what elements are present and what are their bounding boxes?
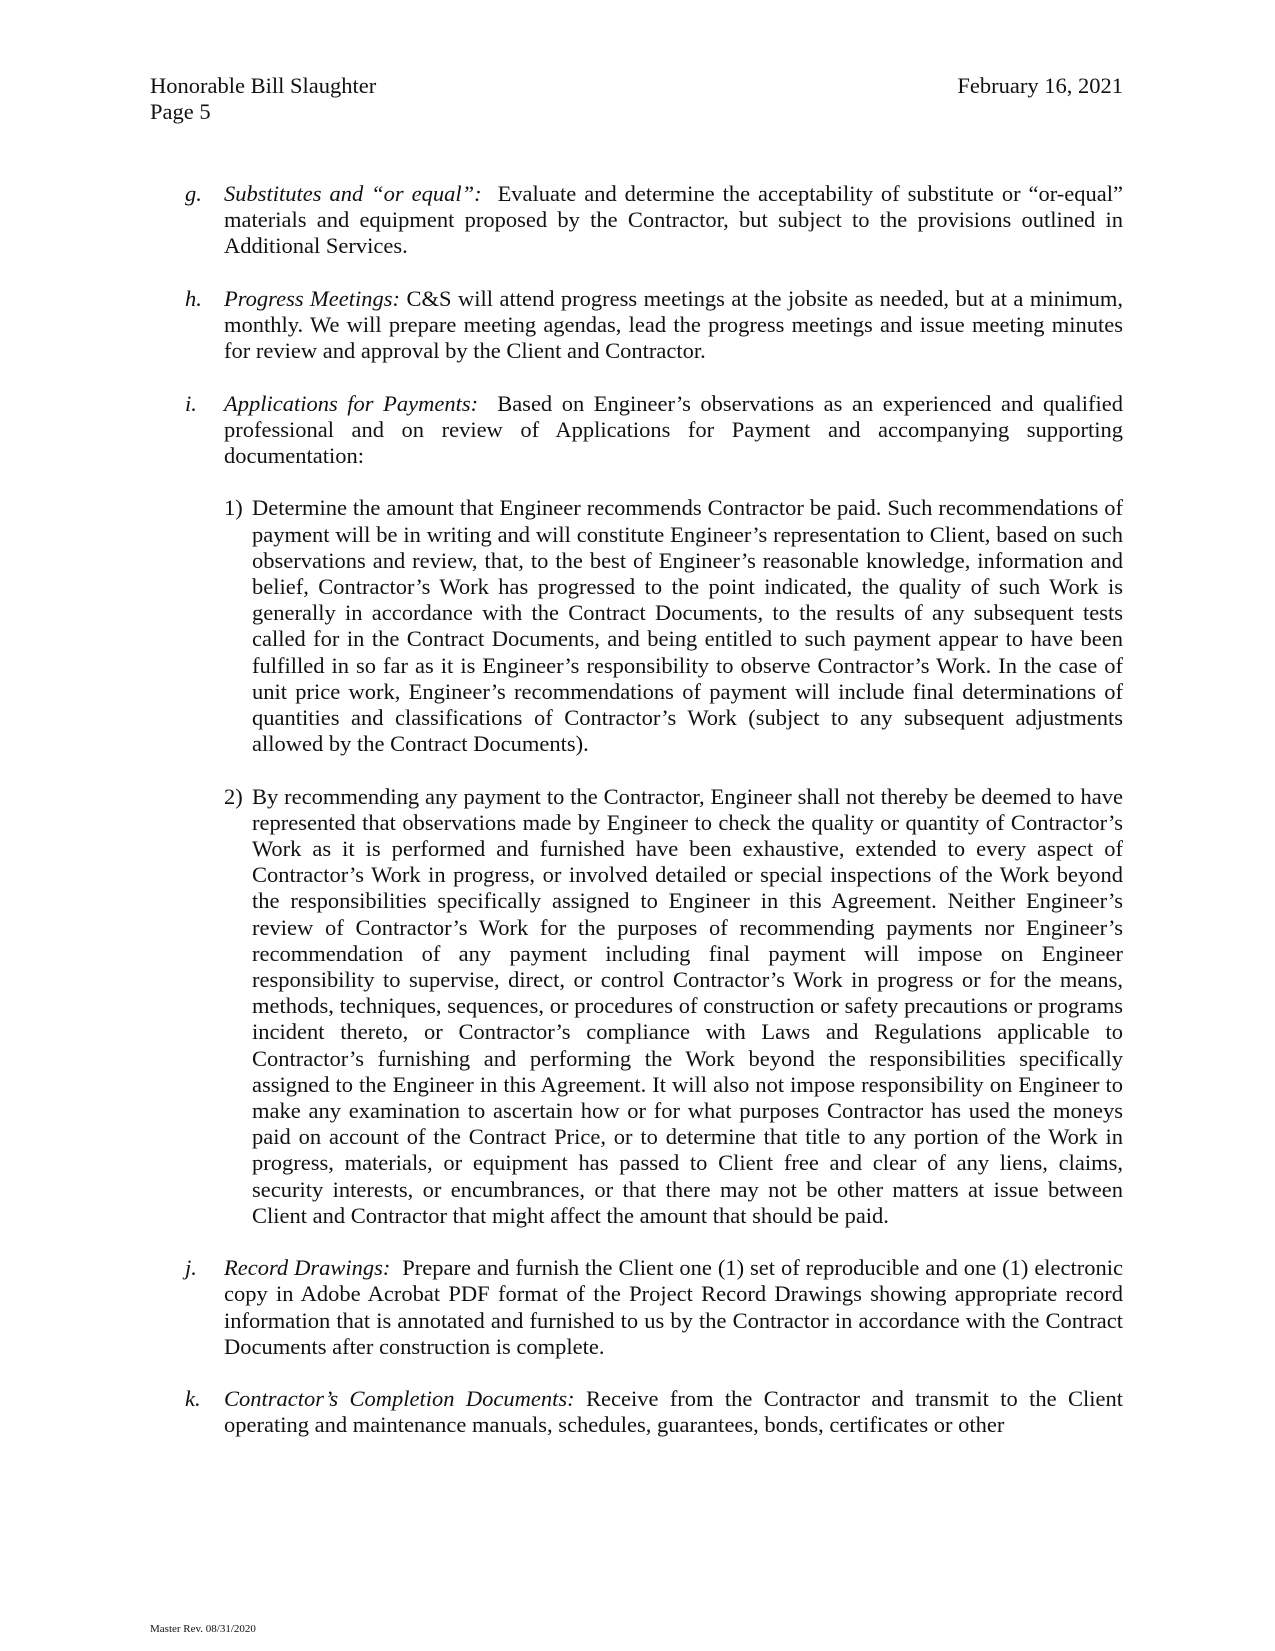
list-item-h — [150, 286, 1123, 365]
item-marker: k. — [185, 1386, 201, 1412]
letter-date: February 16, 2021 — [957, 73, 1123, 98]
item-text: Receive from the Contractor and transmit to the Client operating and maintenance manuals, schedules, guarantees, bonds, certificates or other — [224, 1386, 1123, 1438]
footer-revision: Master Rev. 08/31/2020 — [150, 1623, 256, 1635]
item-text: Evaluate and determine the acceptability of substitute or “or-equal” materials and equipment proposed by the Contractor, but subject to the provisions outlined in Additional Services. — [224, 181, 1124, 259]
item-marker: h. — [185, 285, 202, 311]
item-text: Based on Engineer’s observations as an experienced and qualified professional and on review of Applications for Payment and accompanying supporting documentation: — [224, 390, 1123, 468]
item-title: Progress Meetings: — [224, 285, 401, 311]
sub-item-2 — [150, 784, 1123, 1229]
sub-item-number: 1) — [224, 495, 243, 521]
letter-header — [150, 73, 1123, 125]
list-item-j — [150, 1255, 1123, 1360]
document-body — [150, 181, 1123, 1465]
sub-item-number: 2) — [224, 783, 243, 809]
item-title: Applications for Payments: — [224, 390, 479, 416]
item-title: Contractor’s Completion Documents: — [224, 1386, 575, 1412]
recipient-name: Honorable Bill Slaughter — [150, 73, 377, 98]
list-item-k — [150, 1386, 1123, 1438]
item-text: Prepare and furnish the Client one (1) set of reproducible and one (1) electronic copy in Adobe Acrobat PDF format of the Project Record Drawings showing appropriate record information that is annotated and furnished to us by the Contractor in accordance with the Contract Documents after construction is complete. — [224, 1255, 1124, 1359]
sub-item-1 — [150, 495, 1123, 757]
item-title: Substitutes and “or equal”: — [224, 181, 482, 206]
sub-item-text: By recommending any payment to the Contractor, Engineer shall not thereby be deemed to have represented that observations made by Engineer to check the quality or quantity of Contractor’s Work as it is performed and furnished have been exhaustive, extended to every aspect of Contractor’s Work in progress, or involved detailed or special inspections of the Work beyond the responsibilities specifically assigned to Engineer in this Agreement. Neither Engineer’s review of Contractor’s Work for the purposes of recommending payments nor Engineer’s recommendation of any payment including final payment will impose on Engineer responsibility to supervise, direct, or control Contractor’s Work in progress or for the means, methods, techniques, sequences, or procedures of construction or safety precautions or programs incident thereto, or Contractor’s compliance with Laws and Regulations applicable to Contractor’s furnishing and performing the Work beyond the responsibilities specifically assigned to the Engineer in this Agreement. It will also not impose responsibility on Engineer to make any examination to ascertain how or for what purposes Contractor has used the moneys paid on account of the Contract Price, or to determine that title to any portion of the Work in progress, materials, or equipment has passed to Client free and clear of any liens, claims, security interests, or encumbrances, or that there may not be other matters at issue between Client and Contractor that might affect the amount that should be paid. — [252, 783, 1123, 1228]
item-title: Record Drawings: — [224, 1255, 391, 1281]
item-marker: g. — [185, 181, 202, 206]
item-text: C&S will attend progress meetings at the jobsite as needed, but at a minimum, monthly. We will prepare meeting agendas, lead the progress meetings and issue meeting minutes for review and approval by the Client and Contractor. — [224, 285, 1124, 364]
list-item-g — [150, 181, 1123, 260]
item-marker: j. — [185, 1255, 197, 1281]
list-item-i — [150, 391, 1123, 470]
item-marker: i. — [185, 390, 197, 416]
sub-item-text: Determine the amount that Engineer recommends Contractor be paid. Such recommendations of payment will be in writing and will constitute Engineer’s representation to Client, based on such observations and review, that, to the best of Engineer’s reasonable knowledge, information and belief, Contractor’s Work has progressed to the point indicated, the quality of such Work is generally in accordance with the Contract Documents, to the results of any subsequent tests called for in the Contract Documents, and being entitled to such payment appear to have been fulfilled in so far as it is Engineer’s responsibility to observe Contractor’s Work. In the case of unit price work, Engineer’s recommendations of payment will include final determinations of quantities and classifications of Contractor’s Work (subject to any subsequent adjustments allowed by the Contract Documents). — [252, 495, 1123, 757]
page-number: Page 5 — [150, 99, 211, 124]
